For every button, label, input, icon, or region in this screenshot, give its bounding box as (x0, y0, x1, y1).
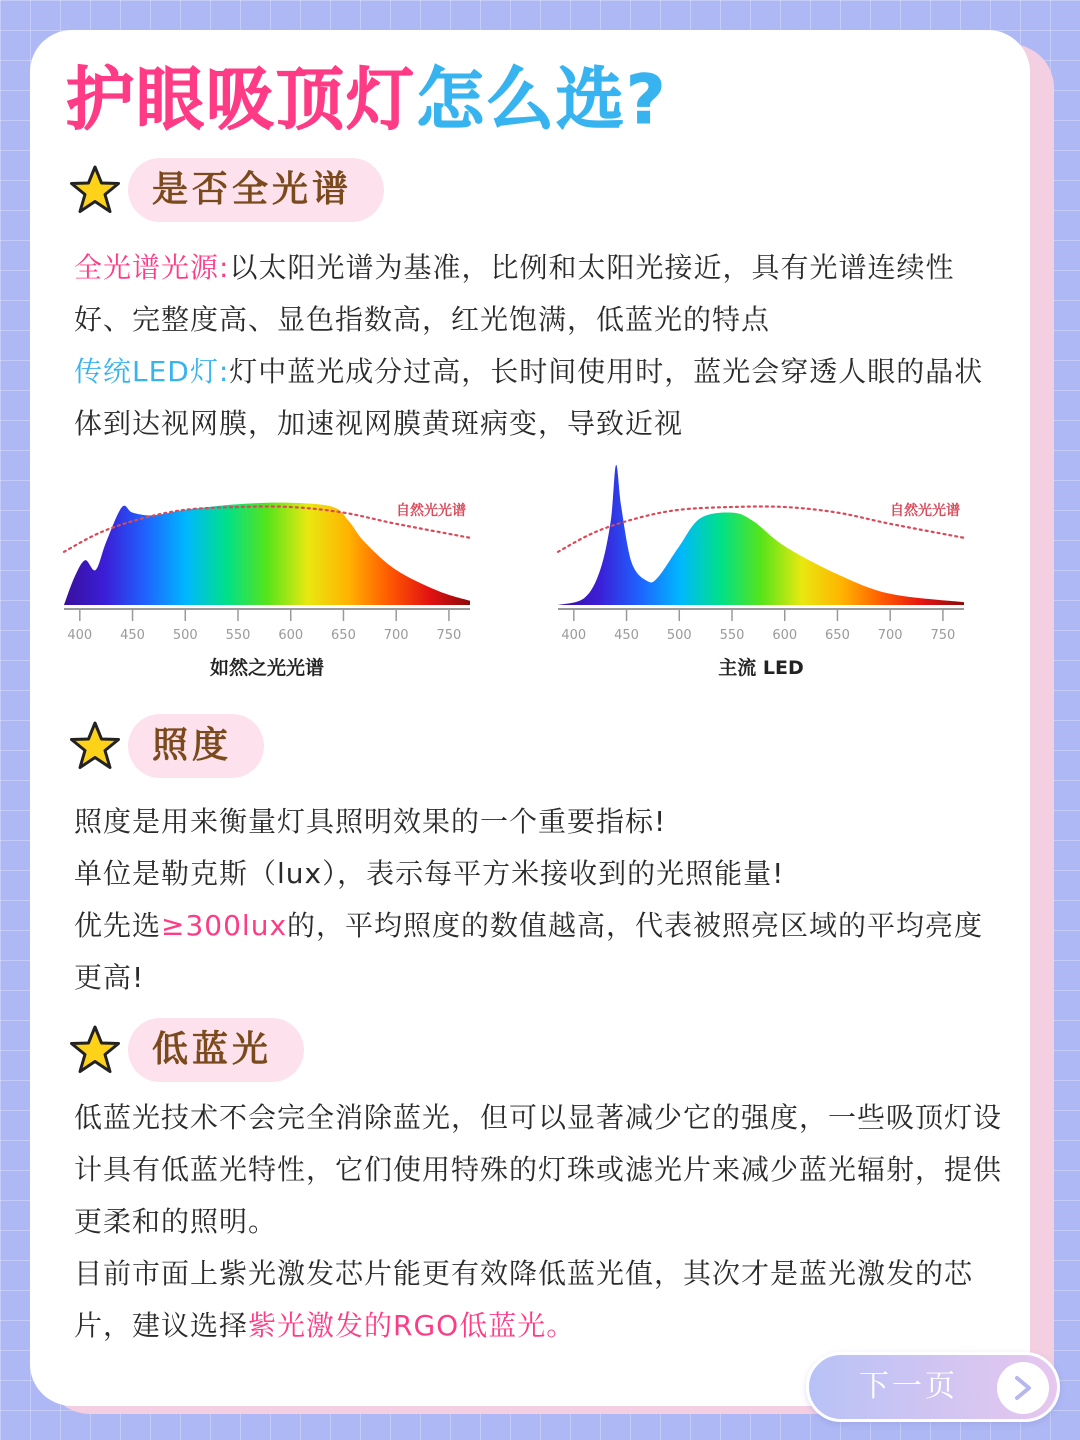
low-blue-paragraph (74, 1248, 1004, 1352)
illuminance-text (74, 796, 1004, 1004)
x-tick-label: 600 (278, 628, 304, 643)
illuminance-pre: 优先选 (74, 909, 162, 942)
section-heading-label: 低蓝光 (128, 1018, 304, 1082)
chevron-right-icon (1011, 1374, 1035, 1402)
page-title (66, 56, 667, 146)
x-tick-label: 750 (436, 628, 462, 643)
rgo-highlight: 紫光激发的RGO低蓝光。 (248, 1309, 576, 1342)
star-icon (68, 164, 122, 216)
section-heading-label: 照度 (128, 714, 264, 778)
low-blue-pre: 目前市面上紫光激发芯片能更有效降低蓝光值，其次才是蓝光激发的芯片，建议选择 (74, 1257, 974, 1342)
title-part1: 护眼吸顶灯 (66, 61, 417, 140)
x-tick-label: 700 (877, 628, 903, 643)
x-tick-label: 650 (331, 628, 356, 643)
illuminance-line: 单位是勒克斯（lux），表示每平方米接收到的光照能量! (74, 857, 785, 890)
low-blue-paragraph: 低蓝光技术不会完全消除蓝光，但可以显著减少它的强度，一些吸顶灯设计具有低蓝光特性，它们使用特殊的灯珠或滤光片来减少蓝光辐射，提供更柔和的照明。 (74, 1101, 1003, 1238)
next-arrow-button[interactable] (997, 1362, 1049, 1414)
full-spectrum-text (74, 242, 1004, 450)
next-page-button[interactable] (806, 1352, 1060, 1422)
star-icon (68, 1024, 122, 1076)
x-tick-label: 550 (225, 628, 251, 643)
x-tick-label: 500 (666, 628, 692, 643)
full-spectrum-desc: 以太阳光谱为基准，比例和太阳光接近，具有光谱连续性好、完整度高、显色指数高，红光饱满，低蓝光的特点 (74, 251, 955, 336)
x-tick-label: 600 (772, 628, 798, 643)
natural-spectrum-label: 自然光光谱 (890, 503, 960, 519)
low-blue-text (74, 1092, 1004, 1352)
spectrum-chart-svg (52, 455, 482, 650)
spectrum-area (558, 465, 964, 605)
x-tick-label: 500 (172, 628, 198, 643)
lux-highlight: ≥300lux (161, 909, 288, 942)
illuminance-post: 的，平均照度的数值越高，代表被照亮区域的平均亮度更高! (74, 909, 984, 994)
x-tick-label: 750 (930, 628, 956, 643)
chart-title: 如然之光光谱 (209, 657, 324, 679)
x-tick-label: 700 (383, 628, 409, 643)
led-paragraph (74, 346, 1004, 450)
spectrum-chart-led (546, 455, 976, 685)
section-heading-label: 是否全光谱 (128, 158, 384, 222)
next-page-label: 下一页 (859, 1369, 958, 1404)
natural-spectrum-label: 自然光光谱 (396, 503, 466, 519)
x-tick-label: 450 (120, 628, 145, 643)
illuminance-line: 照度是用来衡量灯具照明效果的一个重要指标! (74, 805, 667, 838)
illuminance-line (74, 900, 1004, 1004)
x-tick-label: 400 (67, 628, 93, 643)
title-part2: 怎么选? (416, 61, 668, 140)
x-tick-label: 400 (561, 628, 587, 643)
led-label: 传统LED灯: (74, 355, 230, 388)
x-tick-label: 650 (825, 628, 850, 643)
spectrum-chart-svg (546, 455, 976, 650)
full-spectrum-paragraph (74, 242, 1004, 346)
led-desc: 灯中蓝光成分过高，长时间使用时，蓝光会穿透人眼的晶状体到达视网膜，加速视网膜黄斑病变，导致近视 (74, 355, 984, 440)
star-icon (68, 720, 122, 772)
x-tick-label: 550 (719, 628, 745, 643)
full-spectrum-label: 全光谱光源: (74, 251, 230, 284)
x-tick-label: 450 (614, 628, 639, 643)
chart-title: 主流 LED (718, 657, 804, 679)
spectrum-chart-natural (52, 455, 482, 685)
